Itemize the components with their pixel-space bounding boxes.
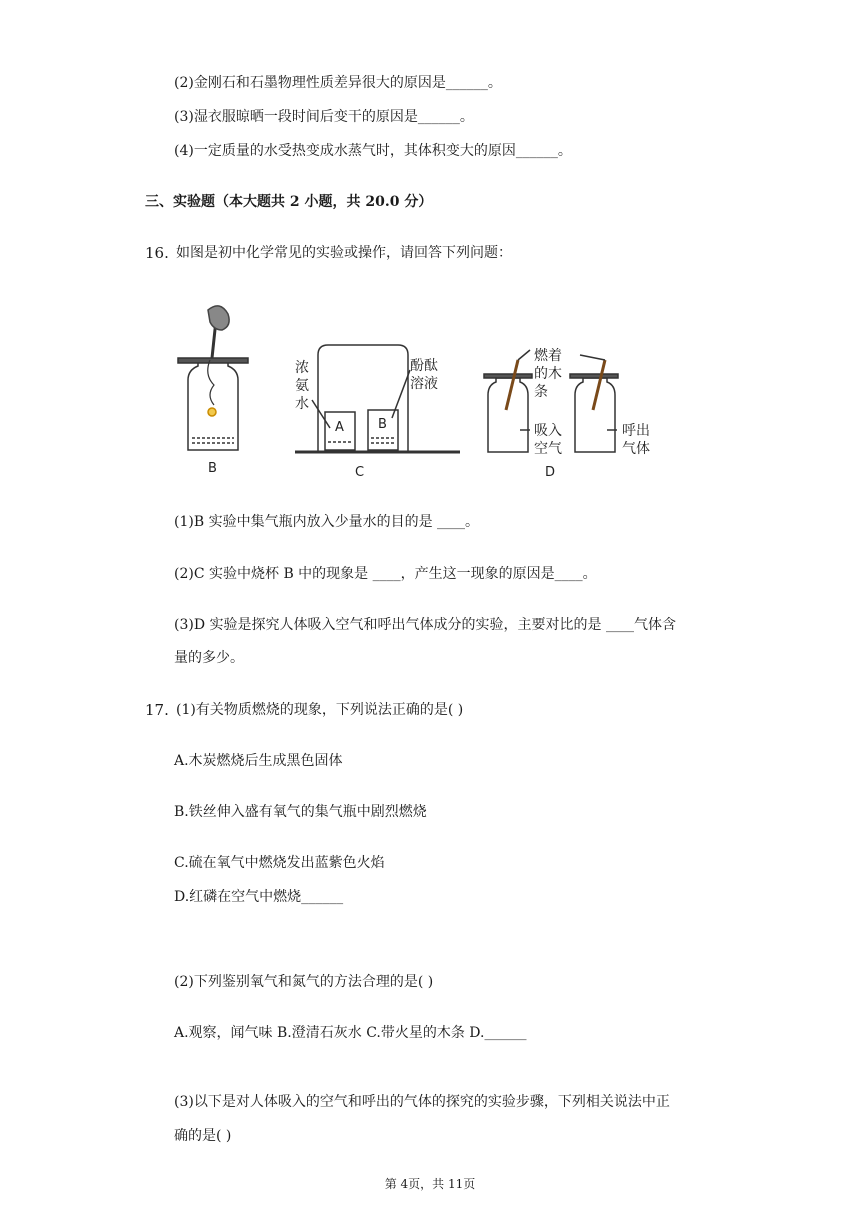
c-right-label-1: 酚酞 xyxy=(410,358,438,374)
c-left-label-1: 浓 xyxy=(295,360,309,376)
figure-d-label: D xyxy=(545,465,556,480)
q17-part2: (2)下列鉴别氧气和氮气的方法合理的是( ) xyxy=(174,974,434,990)
d-exhale-label-2: 气体 xyxy=(622,441,650,457)
d-exhale-label-1: 呼出 xyxy=(622,423,650,439)
q16-part3-line2: 量的多少。 xyxy=(174,650,244,666)
d-top-label-1: 燃着 xyxy=(534,348,562,364)
q16-part2: (2)C 实验中烧杯 B 中的现象是 ____，产生这一现象的原因是____。 xyxy=(174,566,597,582)
c-left-label-2: 氨 xyxy=(295,378,309,394)
d-top-label-2: 的木 xyxy=(534,366,562,382)
q17-part1: (1)有关物质燃烧的现象，下列说法正确的是( ) xyxy=(176,702,464,718)
q16-part3-line1: (3)D 实验是探究人体吸入空气和呼出气体成分的实验，主要对比的是 ____气体含 xyxy=(174,617,676,633)
q15-part4: (4)一定质量的水受热变成水蒸气时，其体积变大的原因______。 xyxy=(174,143,572,159)
d-top-label-3: 条 xyxy=(534,384,548,400)
q17-part2-options: A.观察，闻气味 B.澄清石灰水 C.带火星的木条 D.______ xyxy=(174,1025,527,1041)
q17-option-b: B.铁丝伸入盛有氧气的集气瓶中剧烈燃烧 xyxy=(174,804,427,820)
q16-stem: 如图是初中化学常见的实验或操作，请回答下列问题： xyxy=(176,245,512,261)
q17-option-d: D.红磷在空气中燃烧______ xyxy=(174,889,344,905)
c-left-label-3: 水 xyxy=(295,396,309,412)
page-footer: 第 4页，共 11页 xyxy=(384,1177,476,1191)
q17-number: 17. xyxy=(145,701,169,719)
d-inhale-label-1: 吸入 xyxy=(534,423,562,439)
q15-part3: (3)湿衣服晾晒一段时间后变干的原因是______。 xyxy=(174,109,474,125)
beaker-a-label: A xyxy=(335,420,344,435)
q17-option-c: C.硫在氧气中燃烧发出蓝紫色火焰 xyxy=(174,855,385,871)
q17-option-a: A.木炭燃烧后生成黑色固体 xyxy=(174,753,343,769)
q16-number: 16. xyxy=(145,244,169,262)
figure-c-label: C xyxy=(355,465,365,480)
figure-b-gas-jar xyxy=(178,306,248,450)
beaker-b-label: B xyxy=(378,417,387,432)
section-3-title: 三、实验题（本大题共 2 小题，共 20.0 分） xyxy=(145,194,433,210)
q15-part2: (2)金刚石和石墨物理性质差异很大的原因是______。 xyxy=(174,75,502,91)
d-inhale-label-2: 空气 xyxy=(534,441,562,457)
c-right-label-2: 溶液 xyxy=(410,376,438,392)
q17-part3-line2: 确的是( ) xyxy=(174,1128,232,1144)
experiment-figure xyxy=(170,300,670,480)
q16-part1: (1)B 实验中集气瓶内放入少量水的目的是 ____。 xyxy=(174,514,480,530)
figure-b-label: B xyxy=(208,461,217,476)
q17-part3-line1: (3)以下是对人体吸入的空气和呼出的气体的探究的实验步骤，下列相关说法中正 xyxy=(174,1094,670,1110)
